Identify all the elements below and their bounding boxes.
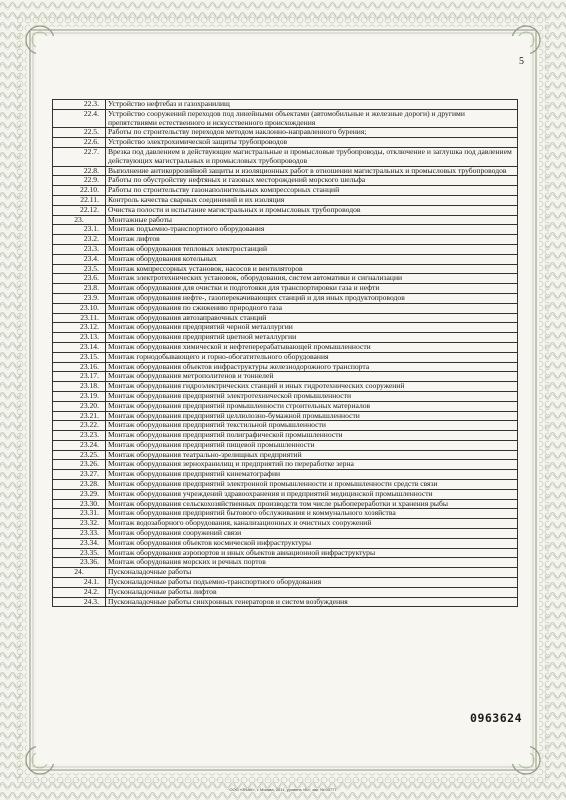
- row-number: 23.35.: [53, 548, 106, 558]
- row-number: 23.17.: [53, 372, 106, 382]
- row-text: Работы по строительству переходов методом наклонно-направленного бурения;: [106, 128, 518, 138]
- row-text: Монтаж оборудования по сжижению природного газа: [106, 303, 518, 313]
- row-text: Контроль качества сварных соединений и их изоляция: [106, 195, 518, 205]
- row-number: 24.: [53, 568, 106, 578]
- table-row: [53, 431, 518, 441]
- row-text: Работы по обустройству нефтяных и газовых месторождений морского шельфа: [106, 176, 518, 186]
- row-number: 22.10.: [53, 186, 106, 196]
- row-number: 23.25.: [53, 450, 106, 460]
- row-number: 23.3.: [53, 244, 106, 254]
- row-number: 22.3.: [53, 100, 106, 110]
- activities-table: [52, 99, 518, 607]
- table-row: [53, 538, 518, 548]
- row-text: Монтаж оборудования предприятий бытового обслуживания и коммунального хозяйства: [106, 509, 518, 519]
- table-row: [53, 235, 518, 245]
- table-row: [53, 109, 518, 128]
- row-number: 22.7.: [53, 147, 106, 166]
- printer-footer: ООО «ЗНАК», г. Москва, 2011, уровень «Б», зак. № 03777: [229, 787, 337, 792]
- table-row: [53, 342, 518, 352]
- row-text: Монтаж оборудования химической и нефтеперерабатывающей промышленности: [106, 342, 518, 352]
- row-text: Монтаж оборудования автозаправочных станций: [106, 313, 518, 323]
- row-number: 23.21.: [53, 411, 106, 421]
- row-text: Монтаж оборудования котельных: [106, 254, 518, 264]
- row-text: Монтажные работы: [106, 215, 518, 225]
- row-number: 23.10.: [53, 303, 106, 313]
- table-row: [53, 195, 518, 205]
- row-text: Монтаж оборудования предприятий кинематографии: [106, 470, 518, 480]
- row-text: Монтаж оборудования для очистки и подготовки для транспортировки газа и нефти: [106, 284, 518, 294]
- row-text: Монтаж оборудования предприятий полиграфической промышленности: [106, 431, 518, 441]
- row-number: 23.16.: [53, 362, 106, 372]
- table-row: [53, 205, 518, 215]
- row-text: Выполнение антикоррозийной защиты и изоляционных работ в отношении магистральных и промысловых трубопроводов: [106, 166, 518, 176]
- row-number: 23.19.: [53, 391, 106, 401]
- row-number: 22.11.: [53, 195, 106, 205]
- row-text: Работы по строительству газонаполнительных компрессорных станций: [106, 186, 518, 196]
- row-number: 23.34.: [53, 538, 106, 548]
- table-row: [53, 147, 518, 166]
- row-text: Устройство нефтебаз и газохранилищ: [106, 100, 518, 110]
- row-text: Монтаж оборудования предприятий целлюлозно-бумажной промышленности: [106, 411, 518, 421]
- row-number: 23.9.: [53, 293, 106, 303]
- row-text: Монтаж оборудования предприятий цветной металлургии: [106, 333, 518, 343]
- table-row: [53, 440, 518, 450]
- table-row: [53, 293, 518, 303]
- table-row: [53, 100, 518, 110]
- table-row: [53, 597, 518, 607]
- row-number: 23.2.: [53, 235, 106, 245]
- row-text: Монтаж лифтов: [106, 235, 518, 245]
- page-number: 5: [519, 56, 524, 67]
- row-number: 22.5.: [53, 128, 106, 138]
- row-text: Монтаж электротехнических установок, оборудования, систем автоматики и сигнализации: [106, 274, 518, 284]
- row-number: 23.4.: [53, 254, 106, 264]
- row-number: 23.1.: [53, 225, 106, 235]
- row-number: 22.8.: [53, 166, 106, 176]
- row-text: Монтаж оборудования предприятий промышленности строительных материалов: [106, 401, 518, 411]
- row-number: 23.12.: [53, 323, 106, 333]
- row-number: 23.22.: [53, 421, 106, 431]
- row-text: Монтаж оборудования метрополитенов и тоннелей: [106, 372, 518, 382]
- row-number: 23.20.: [53, 401, 106, 411]
- row-text: Монтаж оборудования сельскохозяйственных производств том числе рыбопереработки и хранения рыбы: [106, 499, 518, 509]
- row-number: 22.9.: [53, 176, 106, 186]
- row-number: 22.4.: [53, 109, 106, 128]
- row-number: 23.33.: [53, 529, 106, 539]
- row-number: 24.3.: [53, 597, 106, 607]
- row-text: Монтаж оборудования гидроэлектрических станций и иных гидротехнических сооружений: [106, 382, 518, 392]
- table-row: [53, 489, 518, 499]
- row-number: 23.6.: [53, 274, 106, 284]
- row-text: Очистка полости и испытание магистральных и промысловых трубопроводов: [106, 205, 518, 215]
- row-text: Монтаж оборудования предприятий пищевой промышленности: [106, 440, 518, 450]
- row-text: Монтаж компрессорных установок, насосов и вентиляторов: [106, 264, 518, 274]
- row-number: 23.24.: [53, 440, 106, 450]
- row-number: 23.8.: [53, 284, 106, 294]
- row-text: Монтаж водозаборного оборудования, канализационных и очистных сооружений: [106, 519, 518, 529]
- row-text: Монтаж оборудования предприятий электротехнической промышленности: [106, 391, 518, 401]
- row-number: 23.31.: [53, 509, 106, 519]
- table-row: [53, 186, 518, 196]
- row-number: 23.14.: [53, 342, 106, 352]
- row-number: 23.: [53, 215, 106, 225]
- table-row: [53, 254, 518, 264]
- row-text: Монтаж подъемно-транспортного оборудования: [106, 225, 518, 235]
- row-text: Монтаж оборудования объектов космической инфраструктуры: [106, 538, 518, 548]
- row-number: 23.32.: [53, 519, 106, 529]
- row-number: 23.26.: [53, 460, 106, 470]
- table-row: [53, 401, 518, 411]
- table-row: [53, 391, 518, 401]
- row-number: 24.2.: [53, 587, 106, 597]
- table-row: [53, 333, 518, 343]
- table-row: [53, 480, 518, 490]
- row-number: 23.15.: [53, 352, 106, 362]
- row-number: 23.11.: [53, 313, 106, 323]
- row-text: Пусконаладочные работы: [106, 568, 518, 578]
- table-row: [53, 382, 518, 392]
- row-number: 23.23.: [53, 431, 106, 441]
- row-text: Монтаж оборудования нефте-, газоперекачивающих станций и для иных продуктопроводов: [106, 293, 518, 303]
- row-number: 22.12.: [53, 205, 106, 215]
- table-row: [53, 578, 518, 588]
- row-text: Монтаж оборудования аэропортов и иных объектов авиационной инфраструктуры: [106, 548, 518, 558]
- serial-number: 0963624: [470, 711, 522, 725]
- row-number: 23.28.: [53, 480, 106, 490]
- table-row: [53, 138, 518, 148]
- row-number: 24.1.: [53, 578, 106, 588]
- row-text: Монтаж оборудования зернохранилищ и предприятий по переработке зерна: [106, 460, 518, 470]
- row-number: 23.27.: [53, 470, 106, 480]
- row-text: Монтаж оборудования предприятий текстильной промышленности: [106, 421, 518, 431]
- row-text: Пусконаладочные работы подъемно-транспортного оборудования: [106, 578, 518, 588]
- row-text: Устройство сооружений переходов под линейными объектами (автомобильные и железные дороги) и другими препятствиями естественного и искусственного происхождения: [106, 109, 518, 128]
- row-text: Пусконаладочные работы синхронных генераторов и систем возбуждения: [106, 597, 518, 607]
- table-row: [53, 244, 518, 254]
- table-row: [53, 352, 518, 362]
- row-text: Монтаж оборудования предприятий черной металлургии: [106, 323, 518, 333]
- table-row: [53, 587, 518, 597]
- row-text: Монтаж оборудования театрально-зрелищных предприятий: [106, 450, 518, 460]
- row-number: 23.29.: [53, 489, 106, 499]
- row-text: Монтаж оборудования морских и речных портов: [106, 558, 518, 568]
- table-row: [53, 284, 518, 294]
- row-text: Монтаж оборудования учреждений здравоохранения и предприятий медицинской промышленности: [106, 489, 518, 499]
- row-text: Монтаж оборудования объектов инфраструктуры железнодорожного транспорта: [106, 362, 518, 372]
- row-text: Монтаж оборудования тепловых электростанций: [106, 244, 518, 254]
- table-row: [53, 303, 518, 313]
- row-text: Монтаж оборудования сооружений связи: [106, 529, 518, 539]
- row-text: Врезка под давлением в действующие магистральные и промысловые трубопроводы, отключение и заглушка под давлением действующих магистральных и промысловых трубопроводов: [106, 147, 518, 166]
- row-number: 23.13.: [53, 333, 106, 343]
- row-text: Пусконаладочные работы лифтов: [106, 587, 518, 597]
- row-number: 22.6.: [53, 138, 106, 148]
- row-number: 23.36.: [53, 558, 106, 568]
- row-number: 23.18.: [53, 382, 106, 392]
- row-text: Устройство электрохимической защиты трубопроводов: [106, 138, 518, 148]
- row-number: 23.5.: [53, 264, 106, 274]
- table-row: [53, 529, 518, 539]
- row-text: Монтаж оборудования предприятий электронной промышленности и промышленности средств связи: [106, 480, 518, 490]
- row-number: 23.30.: [53, 499, 106, 509]
- row-text: Монтаж горнодобывающего и горно-обогатительного оборудования: [106, 352, 518, 362]
